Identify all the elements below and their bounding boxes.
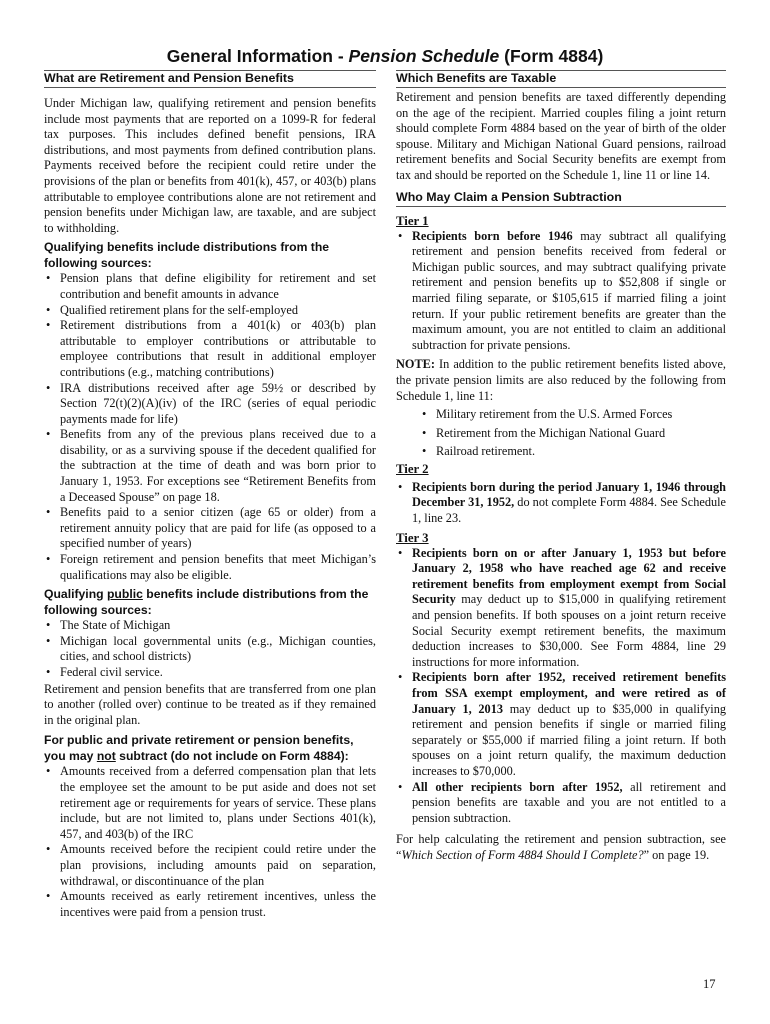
list-item: • Federal civil service. xyxy=(44,665,376,681)
note-label: NOTE: xyxy=(396,357,435,372)
list-item: • Amounts received from a deferred compensation plan that lets the employee set the amount to be put aside and does not set retirement age or requirements for years of service. These plans include, but are not limited to, plans under Sections 401(k), 457, and 403(b) of the IRC xyxy=(44,764,376,842)
tier-3-item-1-text: may deduct up to $15,000 in qualifying retirement and pension benefits. If both spouses on a joint return receive Social Security exempt retirement benefits, the maximum deduction increases to $30,000. See Form 4884, line 29 instructions for more information. xyxy=(412,592,726,669)
public-heading-underlined: public xyxy=(106,587,143,602)
list-item xyxy=(396,780,726,827)
tier-1-list xyxy=(396,229,726,354)
tier-1-label: Tier 1 xyxy=(396,213,429,228)
public-heading-part-1: Qualifying xyxy=(44,587,107,602)
list-item: • Pension plans that define eligibility for retirement and set contribution and benefit amounts in advance xyxy=(44,271,376,302)
list-item: • Amounts received as early retirement incentives, unless the incentives were paid from a pension trust. xyxy=(44,889,376,920)
page-title xyxy=(0,46,770,66)
not-subtract-list xyxy=(44,764,376,920)
list-item: • Retirement distributions from a 401(k) or 403(b) plan attributable to employer contributions or attributable to employee contributions that result in additional employer contributions (e.g., matching contributions) xyxy=(44,318,376,380)
list-item xyxy=(396,229,726,354)
tier-2-label: Tier 2 xyxy=(396,461,429,476)
list-item xyxy=(396,546,726,671)
page-number: 17 xyxy=(703,977,716,991)
list-item: • Foreign retirement and pension benefits that meet Michigan’s qualifications may also be eligible. xyxy=(44,552,376,583)
list-item: • Michigan local governmental units (e.g., Michigan counties, cities, and school districts) xyxy=(44,634,376,665)
tier-3-label: Tier 3 xyxy=(396,530,429,545)
taxable-paragraph: Retirement and pension benefits are taxed differently depending on the age of the recipient. Married couples filing a joint return should complete Form 4884 based on the year of birth of the older spouse. Military and Michigan National Guard pensions, railroad retirement benefits and Social Security benefits are exempt from tax and should be reported on the Schedule 1, line 11 or line 14. xyxy=(396,90,726,182)
qualifying-benefits-heading: Qualifying benefits include distributions from the following sources: xyxy=(44,240,330,271)
title-part-3: (Form 4884) xyxy=(499,46,604,66)
tier-1-note-list xyxy=(396,407,726,460)
tier-3-item-2-bold: Recipients born after 1952, received retirement benefits from SSA exempt employment, and were retired as of January 1, 2013 xyxy=(412,670,726,716)
tier-1-note xyxy=(396,357,726,404)
list-item: • Railroad retirement. xyxy=(396,444,726,460)
section-heading-retirement-benefits: What are Retirement and Pension Benefits xyxy=(44,70,376,88)
list-item: • Military retirement from the U.S. Armed Forces xyxy=(396,407,726,423)
not-subtract-heading-part-2: subtract (do not include on Form 4884): xyxy=(115,749,349,764)
tier-3-list xyxy=(396,546,726,827)
tier-2-list xyxy=(396,480,726,527)
section-heading-taxable: Which Benefits are Taxable xyxy=(396,70,726,88)
tier-1-text: may subtract all qualifying retirement and pension benefits received from federal or Michigan public sources, and may subtract qualifying private retirement and pension benefits up to $52,808 if single or married filing separate, or $105,615 if married filing a joint return. If your public retirement benefits are greater than the maximum amount, you are not entitled to claim an additional subtraction for private pensions. xyxy=(412,228,726,352)
not-subtract-heading xyxy=(44,732,376,764)
not-subtract-heading-underlined: not xyxy=(96,749,116,764)
tier-1-bold: Recipients born before 1946 xyxy=(412,228,573,243)
tier-3-item-3-bold: All other recipients born after 1952, xyxy=(412,779,623,794)
title-part-2: Pension Schedule xyxy=(348,46,500,66)
help-text-2: ” on page 19. xyxy=(643,847,710,862)
note-text: In addition to the public retirement benefits listed above, the private pension limits are also reduced by the following from Schedule 1, line 11: xyxy=(396,357,726,403)
rollover-paragraph: Retirement and pension benefits that are transferred from one plan to another (rolled over) continue to be treated as if they remained in the original plan. xyxy=(44,681,376,727)
list-item: • Benefits from any of the previous plans received due to a disability, or as a surviving spouse if the decedent qualified for the subtraction at the time of death and was born prior to January 1, 1953. For exceptions see “Retirement Benefits from a Deceased Spouse” on page 18. xyxy=(44,427,376,505)
section-heading-who-may-claim: Who May Claim a Pension Subtraction xyxy=(396,190,726,207)
left-column xyxy=(44,70,376,920)
tier-2-text: do not complete Form 4884. See Schedule 1, line 23. xyxy=(412,495,727,526)
list-item: • Retirement from the Michigan National Guard xyxy=(396,426,726,442)
list-item xyxy=(396,480,726,527)
not-subtract-heading-part-1: For public and private retirement or pension benefits, you may xyxy=(44,733,354,764)
list-item xyxy=(396,670,726,779)
tier-3-item-1-bold: Recipients born on or after January 1, 1953 but before January 2, 1958 who have reached age 62 and receive retirement benefits from employment exempt from Social Security xyxy=(412,545,726,607)
help-paragraph xyxy=(396,832,726,863)
list-item: • The State of Michigan xyxy=(44,618,376,634)
tier-3-item-3-text: all retirement and pension benefits are taxable and you are not entitled to a pension subtraction. xyxy=(412,779,726,825)
intro-paragraph: Under Michigan law, qualifying retirement and pension benefits include most payments that are reported on a 1099-R for federal tax purposes. This includes defined benefit pensions, IRA distributions, and most payments from defined contribution plans. Payments received before the recipient could retire under the provisions of the plan or benefits from 401(k), 457, or 403(b) plans attributable to employee contributions alone are not retirement and pension benefits under Michigan law, are taxable, and are subject to withholding. xyxy=(44,96,376,235)
list-item: • Amounts received before the recipient could retire under the plan provisions, including amounts paid on separation, withdrawal, or discontinuance of the plan xyxy=(44,842,376,889)
tier-2-bold: Recipients born during the period January 1, 1946 through December 31, 1952, xyxy=(412,479,726,510)
help-text-1: For help calculating the retirement and pension subtraction, see “ xyxy=(396,832,726,862)
list-item: • Qualified retirement plans for the self-employed xyxy=(44,303,376,319)
public-benefits-list xyxy=(44,618,376,680)
title-part-1: General Information - xyxy=(166,46,349,66)
tier-3-item-2-text: may deduct up to $35,000 in qualifying retirement and pension benefits if single or married filing separately or $55,000 if married filing a joint return. If both spouses on a joint return qualify, the maximum deduction increases to $70,000. xyxy=(412,701,727,778)
public-benefits-heading xyxy=(44,586,376,618)
list-item: • IRA distributions received after age 59½ or described by Section 72(t)(2)(A)(iv) of the IRC (series of equal periodic payments made for life) xyxy=(44,381,376,428)
qualifying-benefits-list xyxy=(44,271,376,583)
help-link-title: Which Section of Form 4884 Should I Complete? xyxy=(401,847,644,862)
right-column xyxy=(396,70,726,864)
list-item: • Benefits paid to a senior citizen (age 65 or older) from a retirement annuity policy that are paid for life (as opposed to a specified number of years) xyxy=(44,505,376,552)
public-heading-part-2: benefits include distributions from the following sources: xyxy=(44,587,369,618)
